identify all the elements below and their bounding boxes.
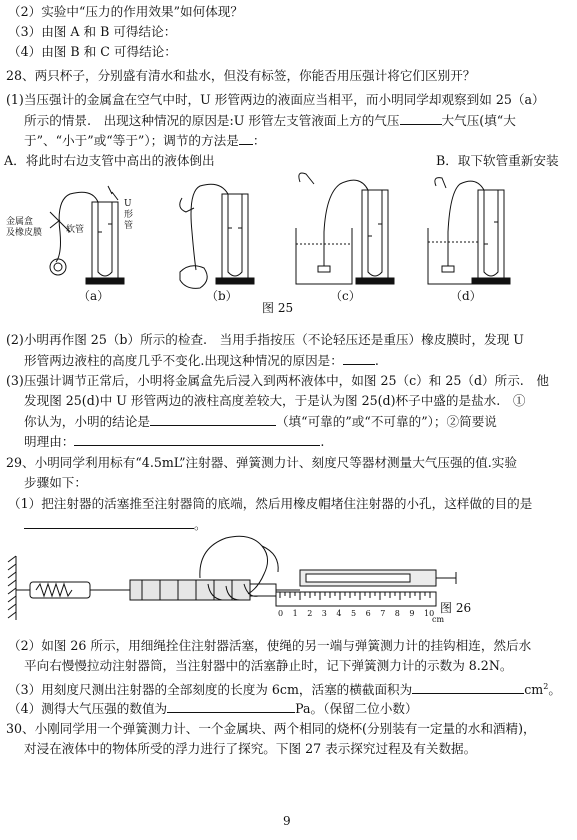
ruler-tick-label: 8 bbox=[394, 609, 400, 618]
label-u-tube-2: 形 bbox=[124, 210, 134, 220]
answer-blank[interactable] bbox=[239, 132, 253, 145]
q27-part3: （3）由图 A 和 B 可得结论： bbox=[8, 24, 177, 39]
q28-part1-text-d: ： bbox=[252, 133, 266, 148]
ruler-tick-label: 2 bbox=[307, 609, 313, 618]
q29-part3-text: （3）用刻度尺测出注射器的全部刻度的长度为 6cm，活塞的横截面积为 bbox=[8, 682, 413, 698]
option-b: B．取下软管重新安装 bbox=[436, 153, 559, 168]
label-soft-tube: 软管 bbox=[66, 225, 85, 235]
fig25d-apparatus bbox=[428, 178, 510, 284]
q28-part2-line1: (2)小明再作图 25（b）所示的检查. 当用手指按压（不论轻压还是重压）橡皮膜时，发现 U bbox=[6, 332, 524, 347]
ruler-tick-label: 7 bbox=[380, 609, 386, 618]
q28-part3-line1: (3)压强计调节正常后，小明将金属盒先后浸入到两杯液体中，如图 25（c）和 25（d）所示. 他 bbox=[6, 373, 549, 388]
q28-part1-text: 所示的情景. 出现这种情况的原因是:U 形管左支管液面上方的气压 bbox=[24, 113, 400, 128]
fig25b-apparatus bbox=[180, 184, 254, 288]
fig25-label-c: （c） bbox=[330, 289, 361, 303]
q29-part3 bbox=[8, 679, 561, 698]
fig25-label-a: （a） bbox=[78, 289, 110, 303]
q28-part2-end: . bbox=[374, 353, 379, 368]
q29-part2-line2: 平向右慢慢拉动注射器筒，当注射器中的活塞静止时，记下弹簧测力计的示数为 8.2N。 bbox=[24, 658, 513, 673]
ruler-tick-label: 10 bbox=[424, 609, 435, 618]
figure-26 bbox=[0, 528, 577, 628]
q28-part1-text-c: 于”、“小于”或“等于”）；调节的方法是 bbox=[24, 133, 239, 148]
page-number: 9 bbox=[283, 814, 291, 828]
q29-part3-end: 。 bbox=[548, 682, 561, 698]
ruler-tick-label: 0 bbox=[278, 609, 284, 618]
q28-part2-line2 bbox=[24, 352, 379, 369]
option-a: A．将此时右边支管中高出的液体倒出 bbox=[4, 153, 215, 168]
q27-part4: （4）由图 B 和 C 可得结论： bbox=[8, 44, 177, 59]
q29-part1-end: 。 bbox=[194, 517, 207, 532]
spring-scale bbox=[16, 582, 112, 598]
fig25-label-b: （b） bbox=[206, 289, 238, 303]
q28-part1-text-b: 大气压(填“大 bbox=[441, 113, 516, 128]
q28-part1-line1: (1)当压强计的金属盒在空气中时，U 形管两边的液面应当相平，而小明同学却观察到如 25（a） bbox=[6, 92, 545, 107]
q28-part3-end: . bbox=[320, 434, 325, 449]
syringe bbox=[112, 580, 300, 600]
q28-part1-line2 bbox=[24, 112, 516, 129]
q30-stem-line2: 对浸在液体中的物体所受的浮力进行了探究。下图 27 表示探究过程及有关数据。 bbox=[24, 741, 477, 756]
answer-blank[interactable] bbox=[412, 681, 524, 694]
ruler-tick-label: 1 bbox=[292, 609, 298, 618]
answer-blank[interactable] bbox=[400, 112, 442, 125]
q28-part3-reason: 明理由： bbox=[24, 434, 75, 449]
q29-part1-line1: （1）把注射器的活塞推至注射器筒的底端，然后用橡皮帽堵住注射器的小孔，这样做的目的是 bbox=[8, 496, 533, 511]
ruler-tick-label: 5 bbox=[351, 609, 357, 618]
wall bbox=[8, 556, 16, 620]
q28-part3-text-b: （填“可靠的”或“不可靠的”）；②简要说 bbox=[275, 414, 497, 429]
fig25-label-d: （d） bbox=[450, 289, 482, 303]
q29-part4-unit: Pa。（保留二位小数） bbox=[295, 701, 418, 716]
q29-part4 bbox=[8, 700, 418, 717]
ruler-and-syringe bbox=[276, 570, 456, 606]
answer-blank[interactable] bbox=[343, 352, 375, 365]
label-metal-box: 金属盒 bbox=[6, 217, 34, 227]
fig25a-apparatus bbox=[50, 186, 124, 284]
ruler-tick-label: 4 bbox=[336, 609, 342, 618]
q28-part3-line4 bbox=[24, 433, 324, 450]
answer-blank[interactable] bbox=[74, 433, 320, 446]
ruler-unit: cm bbox=[432, 615, 445, 624]
ruler-tick-label: 3 bbox=[321, 609, 327, 618]
q29-part2-line1: （2）如图 26 所示，用细绳拴住注射器活塞，使绳的另一端与弹簧测力计的挂钩相连，然后水 bbox=[8, 638, 532, 653]
answer-blank[interactable] bbox=[167, 700, 295, 713]
ruler-tick-label: 9 bbox=[409, 609, 415, 618]
answer-blank[interactable] bbox=[150, 413, 276, 426]
label-u-tube-3: 管 bbox=[124, 221, 134, 231]
q30-stem-line1: 30、小刚同学用一个弹簧测力计、一个金属块、两个相同的烧杯(分别装有一定量的水和酒精)， bbox=[6, 721, 536, 736]
label-rubber-film: 及橡皮膜 bbox=[6, 228, 43, 238]
figure-25 bbox=[0, 172, 577, 322]
ruler-numbers bbox=[278, 609, 434, 618]
fig25-caption: 图 25 bbox=[262, 301, 294, 315]
ruler-tick-label: 6 bbox=[365, 609, 371, 618]
q29-stem-line1: 29、小明同学利用标有“4.5mL”注射器、弹簧测力计、刻度尺等器材测量大气压强的值.实验 bbox=[6, 455, 517, 470]
q28-part2-text: 形管两边液柱的高度几乎不变化.出现这种情况的原因是： bbox=[24, 353, 343, 368]
q28-part3-text: 你认为，小明的结论是 bbox=[24, 414, 150, 429]
q28-part3-line3 bbox=[24, 413, 497, 430]
fig26-caption: 图 26 bbox=[440, 601, 472, 615]
unit-cm: cm bbox=[524, 682, 544, 698]
unit-exponent: 2 bbox=[543, 682, 549, 691]
q28-part1-line3 bbox=[24, 132, 265, 149]
fig25c-apparatus bbox=[296, 173, 394, 284]
q29-part4-text: （4）测得大气压强的数值为 bbox=[8, 701, 168, 716]
q27-part2: （2）实验中“压力的作用效果”如何体现？ bbox=[8, 4, 243, 19]
q28-part3-line2: 发现图 25(d)中 U 形管两边的液柱高度差较大，于是认为图 25(d)杯子中盛的是盐水. ① bbox=[24, 393, 526, 408]
q29-stem-line2: 步骤如下： bbox=[24, 475, 87, 490]
label-u-tube-1: U bbox=[124, 199, 132, 209]
q28-stem: 28、两只杯子，分别盛有清水和盐水，但没有标签，你能否用压强计将它们区别开？ bbox=[6, 68, 476, 83]
